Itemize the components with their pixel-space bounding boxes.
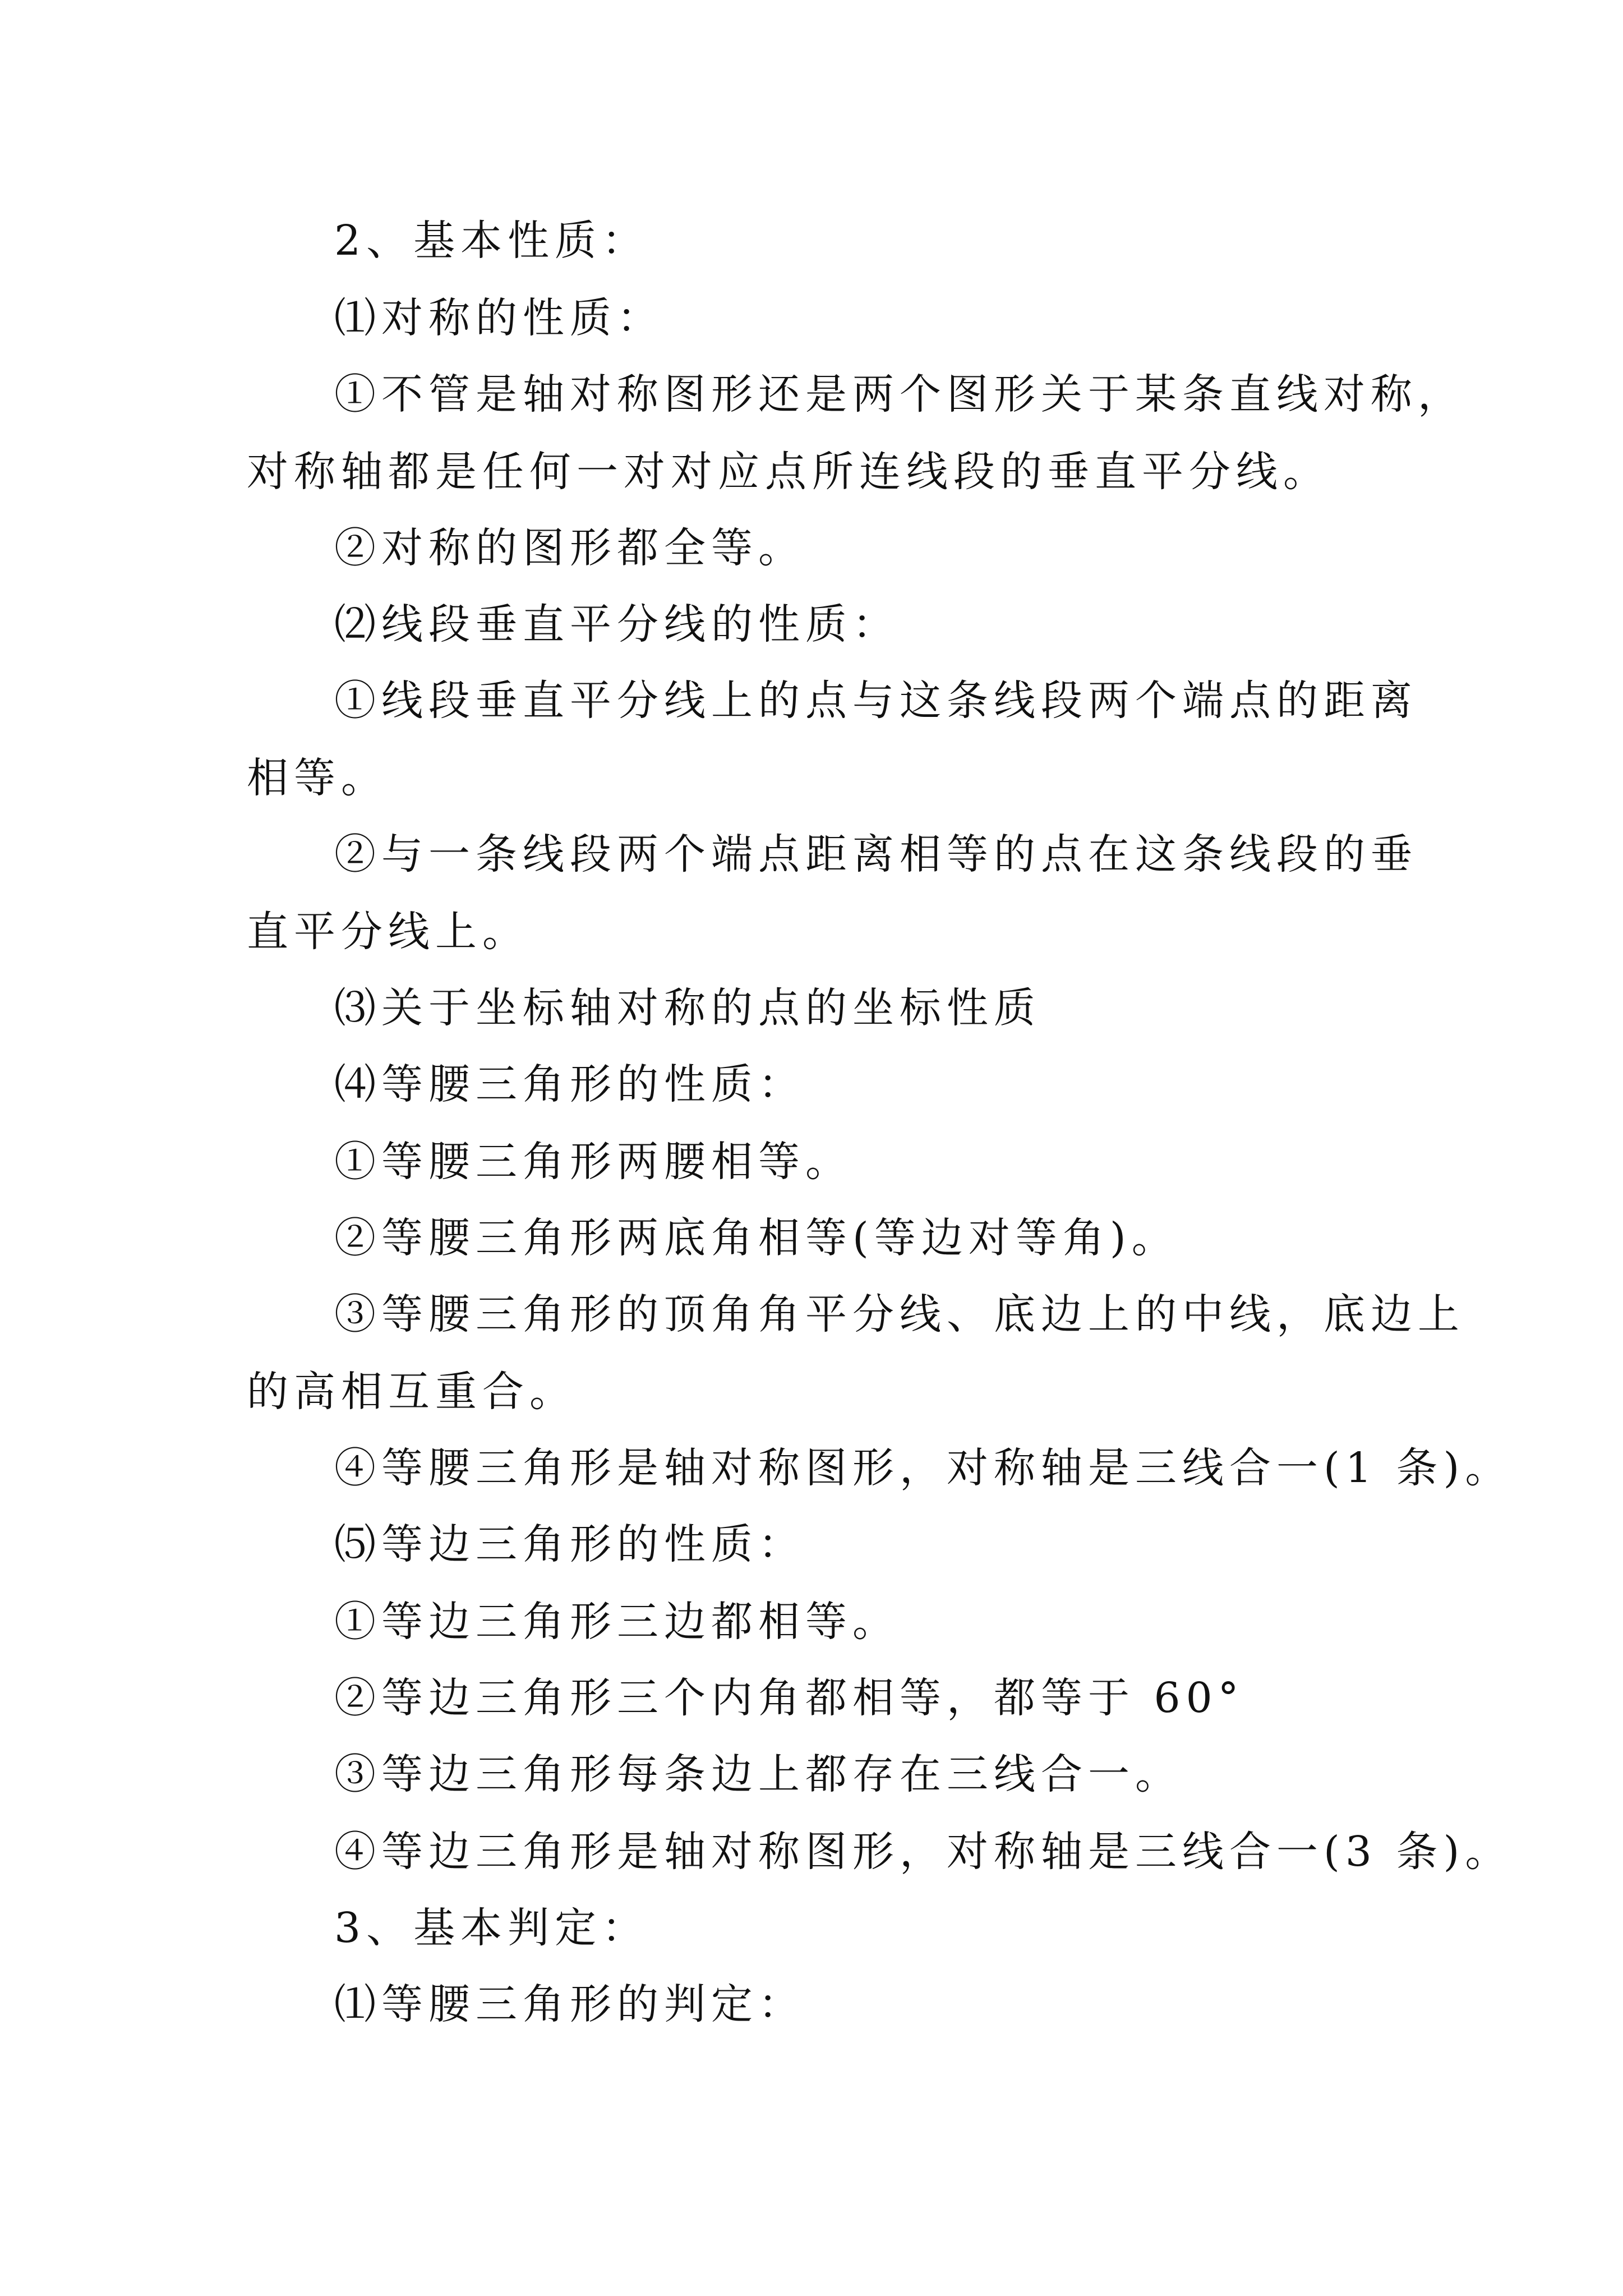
paragraph-line: ②等边三角形三个内角都相等，都等于 60° (334, 1674, 1244, 1722)
paragraph-line: 对称轴都是任何一对对应点所连线段的垂直平分线。 (247, 448, 1330, 496)
paragraph-line: 直平分线上。 (247, 908, 529, 956)
paragraph-line: ①不管是轴对称图形还是两个图形关于某条直线对称， (334, 370, 1465, 418)
paragraph-line: ①等腰三角形两腰相等。 (334, 1138, 852, 1186)
paragraph-line: ②与一条线段两个端点距离相等的点在这条线段的垂 (334, 830, 1418, 878)
subheading-perpendicular-bisector: ⑵线段垂直平分线的性质： (334, 600, 900, 648)
subheading-equilateral-properties: ⑸等边三角形的性质： (334, 1520, 805, 1568)
paragraph-line: ①线段垂直平分线上的点与这条线段两个端点的距离 (334, 677, 1418, 725)
subheading-symmetry-properties: ⑴对称的性质： (334, 294, 664, 342)
subheading-coordinate-symmetry: ⑶关于坐标轴对称的点的坐标性质 (334, 984, 1041, 1032)
paragraph-line: ②对称的图形都全等。 (334, 524, 805, 572)
paragraph-line: ③等边三角形每条边上都存在三线合一。 (334, 1750, 1182, 1798)
paragraph-line: ③等腰三角形的顶角角平分线、底边上的中线，底边上 (334, 1290, 1465, 1338)
paragraph-line: ②等腰三角形两底角相等(等边对等角)。 (334, 1214, 1179, 1262)
subheading-isosceles-properties: ⑷等腰三角形的性质： (334, 1060, 805, 1108)
section-heading-basic-criteria: 3、基本判定： (334, 1904, 649, 1952)
section-heading-basic-properties: 2、基本性质： (334, 217, 649, 265)
paragraph-line: 的高相互重合。 (247, 1368, 577, 1416)
paragraph-line: ④等边三角形是轴对称图形，对称轴是三线合一(3 条)。 (334, 1828, 1513, 1876)
paragraph-line: ①等边三角形三边都相等。 (334, 1598, 900, 1646)
subheading-isosceles-criteria: ⑴等腰三角形的判定： (334, 1980, 805, 2028)
paragraph-line: ④等腰三角形是轴对称图形，对称轴是三线合一(1 条)。 (334, 1444, 1513, 1492)
paragraph-line: 相等。 (247, 754, 388, 802)
